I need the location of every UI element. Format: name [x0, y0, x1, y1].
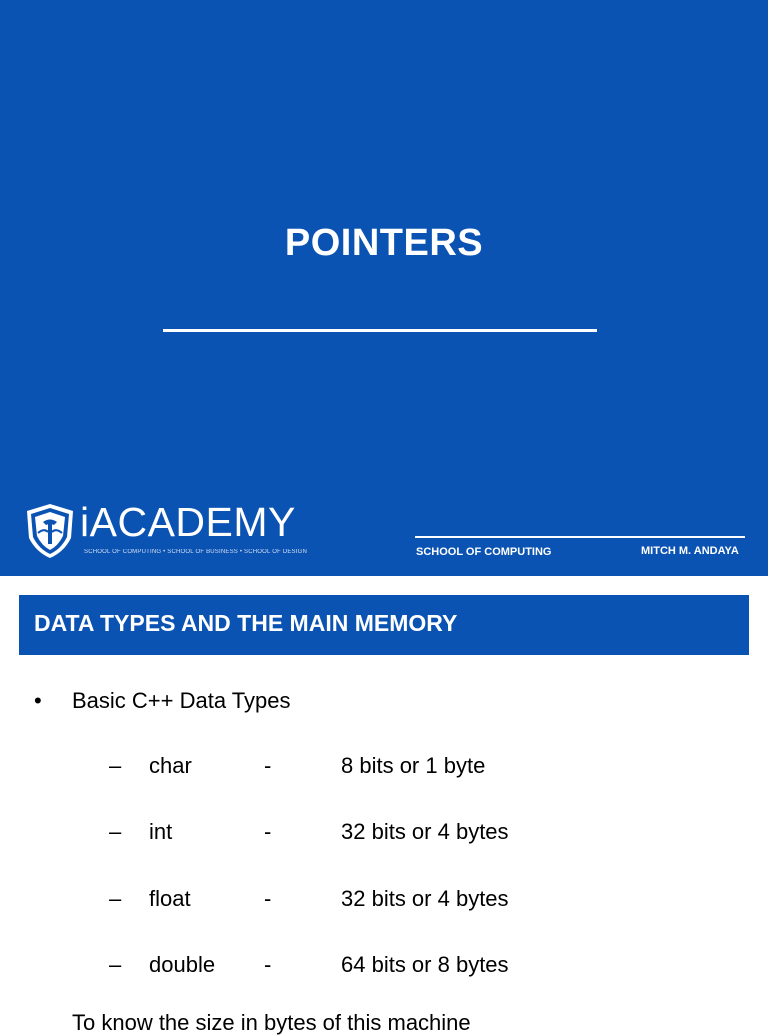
title-underline	[163, 329, 597, 332]
type-size: 8 bits or 1 byte	[341, 753, 486, 778]
type-separator: -	[264, 886, 272, 911]
type-separator: -	[264, 819, 272, 844]
type-row-int	[0, 819, 768, 851]
type-size: 64 bits or 8 bytes	[341, 952, 509, 977]
type-separator: -	[264, 952, 272, 977]
cut-off-next-bullet: To know the size in bytes of this machine	[72, 1010, 471, 1035]
brand-tagline: SCHOOL OF COMPUTING • SCHOOL OF BUSINESS • SCHOOL OF DESIGN	[84, 549, 308, 555]
dash-marker: –	[109, 952, 122, 977]
type-row-float	[0, 886, 768, 918]
section-header-text: DATA TYPES AND THE MAIN MEMORY	[34, 610, 458, 636]
bullet-text: Basic C++ Data Types	[72, 688, 291, 713]
shield-crest-icon	[24, 502, 76, 560]
brand-wordmark: iACADEMY	[80, 499, 296, 545]
footer-divider	[415, 536, 745, 538]
type-name: double	[149, 952, 216, 977]
dash-marker: –	[109, 753, 122, 778]
dash-marker: –	[109, 819, 122, 844]
bullet-marker: •	[34, 688, 42, 713]
footer-school: SCHOOL OF COMPUTING	[416, 546, 552, 558]
type-size: 32 bits or 4 bytes	[341, 819, 509, 844]
type-name: int	[149, 819, 173, 844]
type-separator: -	[264, 753, 272, 778]
type-name: float	[149, 886, 191, 911]
footer-author: MITCH M. ANDAYA	[641, 545, 739, 557]
slide-title: POINTERS	[284, 222, 484, 264]
dash-marker: –	[109, 886, 122, 911]
type-name: char	[149, 753, 192, 778]
type-row-char	[0, 753, 768, 785]
content-slide	[0, 576, 768, 1035]
section-header	[19, 595, 749, 655]
type-row-double	[0, 952, 768, 984]
type-size: 32 bits or 4 bytes	[341, 886, 509, 911]
